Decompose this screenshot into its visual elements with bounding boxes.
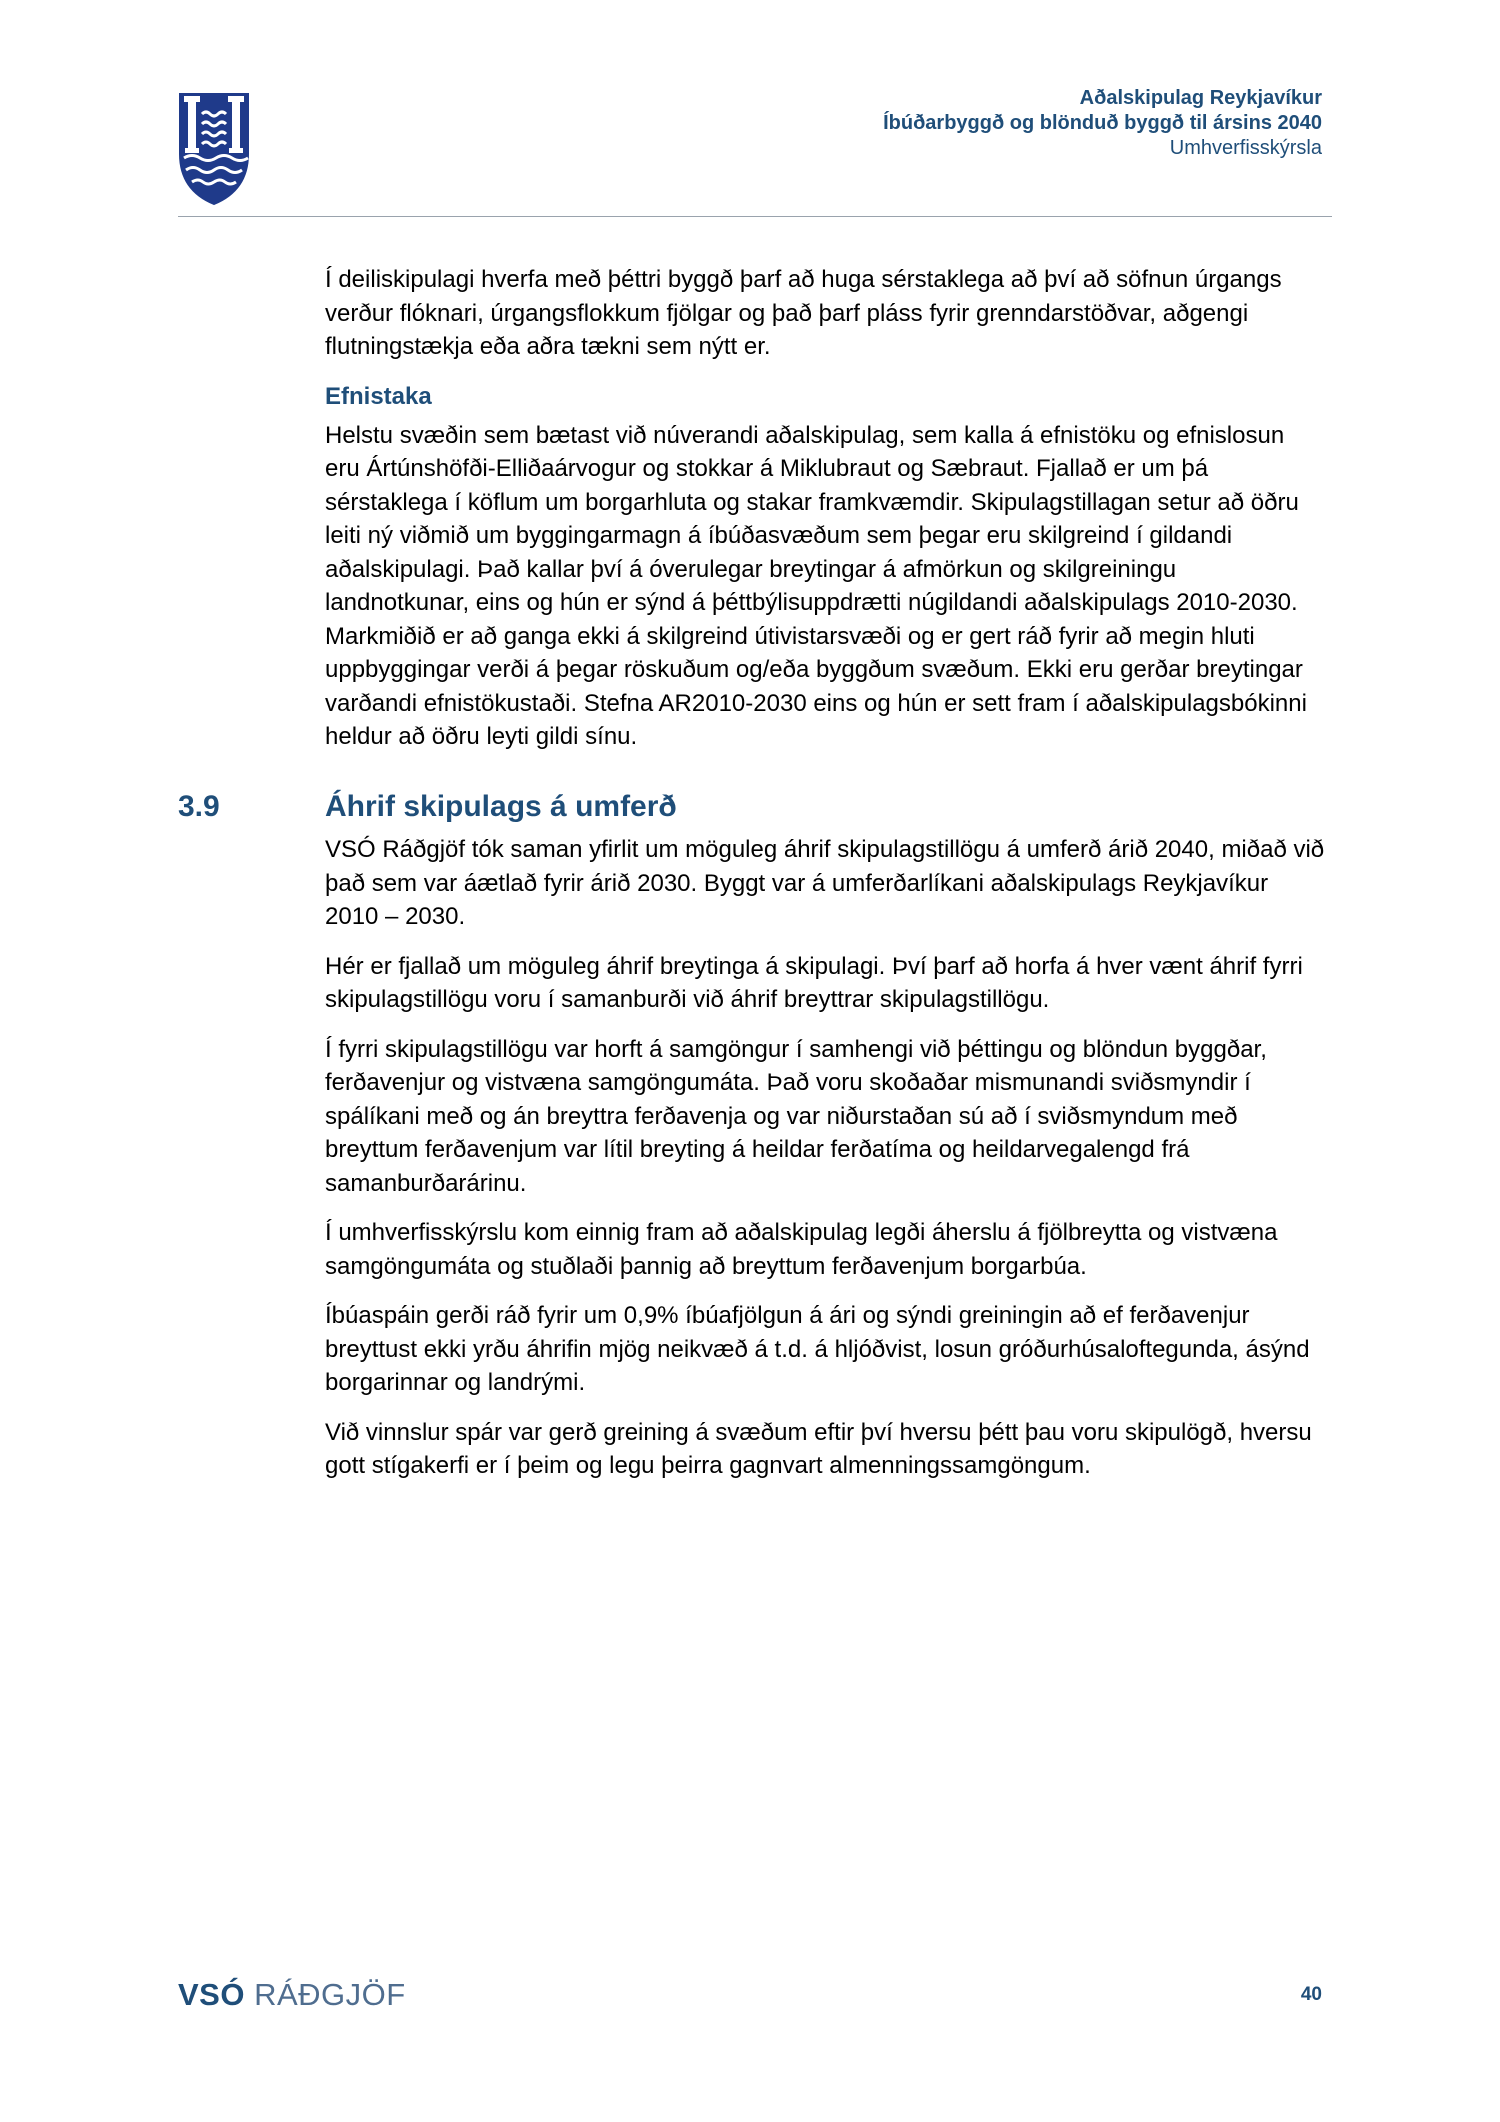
page-number: 40 (1300, 1984, 1322, 2005)
section-number: 3.9 (178, 790, 220, 823)
footer-brand-bold: VSÓ (178, 1977, 245, 2012)
section-title: Áhrif skipulags á umferð (325, 790, 677, 823)
vso-radgjof-logo (178, 1977, 406, 2013)
section-paragraph: Íbúaspáin gerði ráð fyrir um 0,9% íbúafjölgun á ári og sýndi greiningin að ef ferðavenjur breyttust ekki yrðu áhrifin mjög neikvæð á t.d. á hljóðvist, losun gróðurhúsaloftegunda, ásýnd borgarinnar og landrými. (325, 1302, 1310, 1396)
footer-brand-light: RÁÐGJÖF (244, 1977, 406, 2012)
header-divider (178, 216, 1332, 217)
reykjavik-coat-of-arms-icon (178, 92, 250, 206)
section-paragraph: Í fyrri skipulagstillögu var horft á samgöngur í samhengi við þéttingu og blöndun byggðar, ferðavenjur og vistvæna samgöngumáta. Það voru skoðaðar mismunandi sviðsmyndir í spálíkani með og án breyttra ferðavenja og var niðurstaðan sú að í sviðsmyndum með breyttum ferðavenjum var lítil breyting á heildar ferðatíma og heildarvegalengd frá samanburðarárinu. (325, 1035, 1267, 1197)
document-header (883, 86, 1322, 161)
header-title: Aðalskipulag Reykjavíkur (1079, 87, 1322, 109)
section-paragraph: Við vinnslur spár var gerð greining á svæðum eftir því hversu þétt þau voru skipulögð, hversu gott stígakerfi er í þeim og legu þeirra gagnvart almenningssamgöngum. (325, 1418, 1312, 1479)
header-subtitle: Íbúðarbyggð og blönduð byggð til ársins 2040 (883, 112, 1322, 134)
section-body (325, 833, 1325, 1499)
section-paragraph: VSÓ Ráðgjöf tók saman yfirlit um möguleg áhrif skipulagstillögu á umferð árið 2040, miðað við það sem var áætlað fyrir árið 2030. Byggt var á umferðarlíkani aðalskipulags Reykjavíkur 2010 – 2030. (325, 836, 1325, 930)
header-doc-type: Umhverfisskýrsla (1169, 137, 1322, 159)
section-paragraph: Hér er fjallað um möguleg áhrif breytinga á skipulagi. Því þarf að horfa á hver vænt áhrif fyrri skipulagstillögu voru í samanburði við áhrif breyttrar skipulagstillögu. (325, 952, 1303, 1013)
efnistaka-heading: Efnistaka (325, 382, 432, 410)
intro-paragraph: Í deiliskipulagi hverfa með þéttri byggð þarf að huga sérstaklega að því að söfnun úrgangs verður flóknari, úrgangsflokkum fjölgar og það þarf pláss fyrir grenndarstöðvar, aðgengi flutningstækja eða aðra tækni sem nýtt er. (325, 266, 1282, 360)
efnistaka-paragraph: Helstu svæðin sem bætast við núverandi aðalskipulag, sem kalla á efnistöku og efnislosun eru Ártúnshöfði-Elliðaárvogur og stokkar á Miklubraut og Sæbraut. Fjallað er um þá sérstaklega í köflum um borgarhluta og stakar framkvæmdir. Skipulagstillagan setur að öðru leiti ný viðmið um byggingarmagn á íbúðasvæðum sem þegar eru skilgreind í gildandi aðalskipulagi. Það kallar því á óverulegar breytingar á afmörkun og skilgreiningu landnotkunar, eins og hún er sýnd á þéttbýlisuppdrætti núgildandi aðalskipulags 2010-2030. Markmiðið er að ganga ekki á skilgreind útivistarsvæði og er gert ráð fyrir að megin hluti uppbyggingar verði á þegar röskuðum og/eða byggðum svæðum. Ekki eru gerðar breytingar varðandi efnistökustaði. Stefna AR2010-2030 eins og hún er sett fram í aðalskipulagsbókinni heldur að öðru leyti gildi sínu. (325, 421, 1307, 750)
body-content (325, 263, 1325, 770)
section-paragraph: Í umhverfisskýrslu kom einnig fram að aðalskipulag legði áherslu á fjölbreytta og vistvæna samgöngumáta og stuðlaði þannig að breyttum ferðavenjum borgarbúa. (325, 1219, 1278, 1280)
